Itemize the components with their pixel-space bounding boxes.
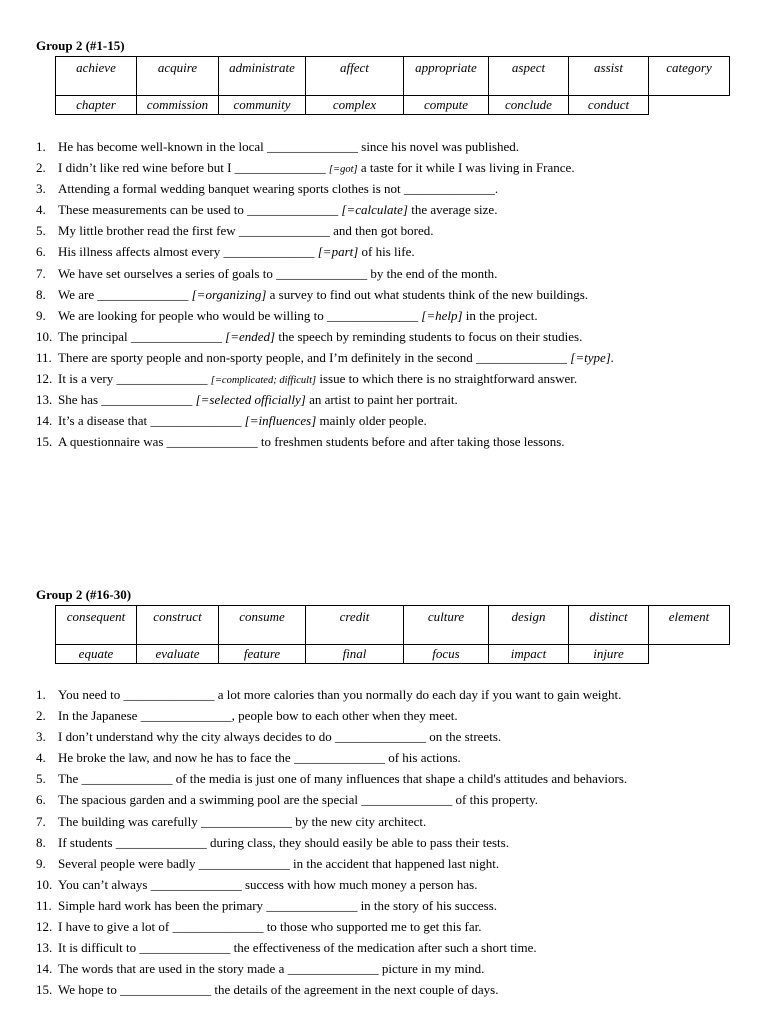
question-item	[36, 305, 614, 326]
word-cell: consequent	[56, 606, 137, 645]
question-number: 9.	[36, 307, 46, 323]
question-text-end: in the story of his success.	[357, 897, 498, 913]
question-text: If students	[58, 834, 116, 850]
answer-blank[interactable]: ______________	[223, 244, 315, 260]
question-text: We hope to	[58, 982, 121, 998]
question-text-end: in the accident that happened last night.	[289, 855, 500, 871]
question-item	[36, 874, 627, 895]
question-item	[36, 389, 614, 410]
answer-blank[interactable]: ______________	[238, 223, 330, 239]
word-cell: administrate	[219, 57, 306, 96]
question-item	[36, 895, 627, 916]
question-text-end: issue to which there is no straightforward answer.	[316, 371, 578, 387]
question-item	[36, 853, 627, 874]
question-item	[36, 241, 614, 262]
hint-text: [=organizing]	[191, 286, 267, 302]
question-text: Attending a formal wedding banquet wearing sports clothes is not	[58, 181, 404, 197]
question-item	[36, 199, 614, 220]
question-text-end: since his novel was published.	[358, 139, 520, 154]
hint-text: [=part]	[317, 244, 359, 260]
word-cell: final	[306, 645, 404, 664]
group-2-word-bank	[55, 605, 730, 664]
question-item	[36, 136, 614, 157]
question-item	[36, 747, 627, 768]
question-text: It is a very	[58, 371, 117, 387]
question-text-end: on the streets.	[426, 729, 502, 745]
question-item	[36, 347, 614, 368]
answer-blank[interactable]: ______________	[150, 876, 242, 892]
question-number: 4.	[36, 202, 46, 218]
question-text: You can’t always	[58, 876, 151, 892]
question-text-end: success with how much money a person has.	[241, 876, 478, 892]
question-item	[36, 916, 627, 937]
answer-blank[interactable]: ______________	[140, 708, 232, 724]
question-text: It is difficult to	[58, 940, 140, 956]
question-text: You need to	[58, 687, 124, 702]
word-cell: culture	[404, 606, 489, 645]
answer-blank[interactable]: ______________	[115, 834, 207, 850]
empty-cell	[649, 645, 730, 664]
question-text: She has	[58, 392, 102, 408]
question-number: 9.	[36, 855, 46, 871]
answer-blank[interactable]: ______________	[101, 392, 193, 408]
word-cell: complex	[306, 96, 404, 115]
word-cell: aspect	[489, 57, 569, 96]
question-number: 10.	[36, 876, 53, 892]
word-cell: conclude	[489, 96, 569, 115]
question-text: In the Japanese	[58, 708, 141, 724]
question-text: He has become well-known in the local	[58, 139, 268, 154]
answer-blank[interactable]: ______________	[130, 328, 222, 344]
word-cell: equate	[56, 645, 137, 664]
question-item	[36, 958, 627, 979]
word-cell: appropriate	[404, 57, 489, 96]
question-number: 4.	[36, 750, 46, 766]
question-number: 15.	[36, 434, 53, 450]
question-text-end: the effectiveness of the medication after such a short time.	[230, 940, 537, 956]
word-cell: conduct	[569, 96, 649, 115]
answer-blank[interactable]: ______________	[335, 729, 427, 745]
word-cell: focus	[404, 645, 489, 664]
question-text-end: mainly older people.	[316, 413, 427, 429]
question-number: 2.	[36, 160, 46, 176]
question-text: He broke the law, and now he has to face the	[58, 750, 294, 766]
question-item	[36, 832, 627, 853]
question-number: 11.	[36, 349, 52, 365]
question-number: 3.	[36, 181, 46, 197]
question-number: 8.	[36, 834, 46, 850]
question-number: 15.	[36, 982, 53, 998]
question-text: I didn’t like red wine before but I	[58, 160, 235, 176]
question-number: 14.	[36, 413, 53, 429]
question-text-end: to freshmen students before and after taking those lessons.	[257, 434, 565, 450]
word-cell: evaluate	[137, 645, 219, 664]
question-text: The spacious garden and a swimming pool are the special	[58, 792, 362, 808]
hint-text: [=help]	[421, 307, 463, 323]
answer-blank[interactable]: ______________	[276, 265, 368, 281]
answer-blank[interactable]: ______________	[116, 371, 208, 387]
question-text-end: , people bow to each other when they meet.	[231, 708, 458, 724]
question-item	[36, 368, 614, 389]
question-number: 3.	[36, 729, 46, 745]
answer-blank[interactable]: ______________	[120, 982, 212, 998]
question-number: 10.	[36, 328, 53, 344]
question-text-end: and then got bored.	[329, 223, 434, 239]
question-text-end: in the project.	[462, 307, 538, 323]
question-item	[36, 326, 614, 347]
question-text-end: by the end of the month.	[367, 265, 498, 281]
answer-blank[interactable]: ______________	[234, 160, 326, 176]
word-cell: affect	[306, 57, 404, 96]
question-text-end: by the new city architect.	[291, 813, 427, 829]
answer-blank[interactable]: ______________	[403, 181, 495, 197]
word-cell: feature	[219, 645, 306, 664]
question-number: 6.	[36, 792, 46, 808]
question-text: The	[58, 771, 82, 787]
question-item	[36, 220, 614, 241]
question-number: 8.	[36, 286, 46, 302]
hint-text: [=type].	[570, 349, 615, 365]
question-number: 5.	[36, 223, 46, 239]
question-text: My little brother read the first few	[58, 223, 239, 239]
question-item	[36, 979, 627, 1000]
question-text: We are looking for people who would be willing to	[58, 307, 328, 323]
hint-text: [=got]	[328, 164, 358, 176]
question-text: The principal	[58, 328, 131, 344]
question-text-end: the details of the agreement in the next couple of days.	[211, 982, 499, 998]
question-text: We have set ourselves a series of goals to	[58, 265, 277, 281]
word-cell: acquire	[137, 57, 219, 96]
question-text: These measurements can be used to	[58, 202, 248, 218]
question-text: The building was carefully	[58, 813, 201, 829]
question-item	[36, 705, 627, 726]
question-text: I have to give a lot of	[58, 919, 173, 935]
answer-blank[interactable]: ______________	[266, 897, 358, 913]
question-text: Simple hard work has been the primary	[58, 897, 267, 913]
group-2-title: Group 2 (#16-30)	[36, 587, 132, 602]
question-item	[36, 178, 614, 199]
answer-blank[interactable]: ______________	[198, 855, 290, 871]
answer-blank[interactable]: ______________	[172, 919, 264, 935]
question-number: 13.	[36, 940, 53, 956]
answer-blank[interactable]: ______________	[123, 687, 215, 702]
question-text-end: an artist to paint her portrait.	[305, 392, 458, 408]
question-number: 1.	[36, 687, 46, 702]
hint-text: [=selected officially]	[195, 392, 306, 408]
question-text: There are sporty people and non-sporty people, and I’m definitely in the second	[58, 349, 477, 365]
question-text: It’s a disease that	[58, 413, 151, 429]
hint-text: [=ended]	[225, 328, 276, 344]
question-text: A questionnaire was	[58, 434, 167, 450]
answer-blank[interactable]: ______________	[200, 813, 292, 829]
question-text-end: of his actions.	[384, 750, 461, 766]
group-1-word-bank	[55, 56, 730, 115]
question-item	[36, 811, 627, 832]
question-item	[36, 157, 614, 178]
answer-blank[interactable]: ______________	[166, 434, 258, 450]
question-item	[36, 937, 627, 958]
question-text-end: a taste for it while I was living in France.	[357, 160, 575, 176]
question-text-end: picture in my mind.	[378, 961, 485, 977]
word-cell: compute	[404, 96, 489, 115]
answer-blank[interactable]: ______________	[476, 349, 568, 365]
question-item	[36, 263, 614, 284]
question-number: 13.	[36, 392, 53, 408]
question-number: 11.	[36, 897, 52, 913]
question-number: 5.	[36, 771, 46, 787]
answer-blank[interactable]: ______________	[327, 307, 419, 323]
word-cell: achieve	[56, 57, 137, 96]
question-number: 12.	[36, 371, 53, 387]
question-text-end: a survey to find out what students think of the new buildings.	[266, 286, 589, 302]
hint-text: [=complicated; difficult]	[210, 375, 317, 387]
word-cell: credit	[306, 606, 404, 645]
question-item	[36, 410, 614, 431]
answer-blank[interactable]: ______________	[139, 940, 231, 956]
word-cell: design	[489, 606, 569, 645]
question-text: We are	[58, 286, 98, 302]
answer-blank[interactable]: ______________	[287, 961, 379, 977]
question-item	[36, 768, 627, 789]
question-number: 12.	[36, 919, 53, 935]
empty-cell	[649, 96, 730, 115]
hint-text: [=influences]	[244, 413, 317, 429]
question-number: 7.	[36, 813, 46, 829]
answer-blank[interactable]: ______________	[293, 750, 385, 766]
question-item	[36, 431, 614, 452]
question-item	[36, 684, 627, 705]
question-number: 2.	[36, 708, 46, 724]
question-text-end: a lot more calories than you normally do each day if you want to gain weight.	[214, 687, 622, 702]
group-2-question-list	[36, 684, 627, 1000]
question-text: The words that are used in the story made a	[58, 961, 288, 977]
word-cell: commission	[137, 96, 219, 115]
question-number: 7.	[36, 265, 46, 281]
word-cell: category	[649, 57, 730, 96]
word-cell: consume	[219, 606, 306, 645]
answer-blank[interactable]: ______________	[267, 139, 359, 154]
word-cell: distinct	[569, 606, 649, 645]
question-text-end: of this property.	[452, 792, 539, 808]
word-cell: element	[649, 606, 730, 645]
question-text-end: to those who supported me to get this far.	[263, 919, 482, 935]
question-number: 14.	[36, 961, 53, 977]
hint-text: [=calculate]	[341, 202, 408, 218]
word-cell: chapter	[56, 96, 137, 115]
answer-blank[interactable]: ______________	[361, 792, 453, 808]
question-text: His illness affects almost every	[58, 244, 224, 260]
question-item	[36, 284, 614, 305]
question-text-end: the speech by reminding students to focus on their studies.	[275, 328, 583, 344]
group-1-question-list	[36, 136, 614, 452]
word-cell: injure	[569, 645, 649, 664]
word-cell: impact	[489, 645, 569, 664]
question-text: I don’t understand why the city always decides to do	[58, 729, 336, 745]
word-cell: community	[219, 96, 306, 115]
question-number: 1.	[36, 139, 46, 154]
question-text-end: of his life.	[358, 244, 415, 260]
group-1-title: Group 2 (#1-15)	[36, 38, 125, 53]
word-cell: assist	[569, 57, 649, 96]
word-cell: construct	[137, 606, 219, 645]
question-text-end: .	[494, 181, 499, 197]
question-text-end: of the media is just one of many influences that shape a child's attitudes and behaviors.	[172, 771, 628, 787]
answer-blank[interactable]: ______________	[97, 286, 189, 302]
answer-blank[interactable]: ______________	[150, 413, 242, 429]
answer-blank[interactable]: ______________	[247, 202, 339, 218]
question-item	[36, 726, 627, 747]
answer-blank[interactable]: ______________	[81, 771, 173, 787]
question-text: Several people were badly	[58, 855, 199, 871]
question-text-end: during class, they should easily be able to pass their tests.	[206, 834, 509, 850]
question-text-end: the average size.	[407, 202, 498, 218]
question-number: 6.	[36, 244, 46, 260]
question-item	[36, 789, 627, 810]
